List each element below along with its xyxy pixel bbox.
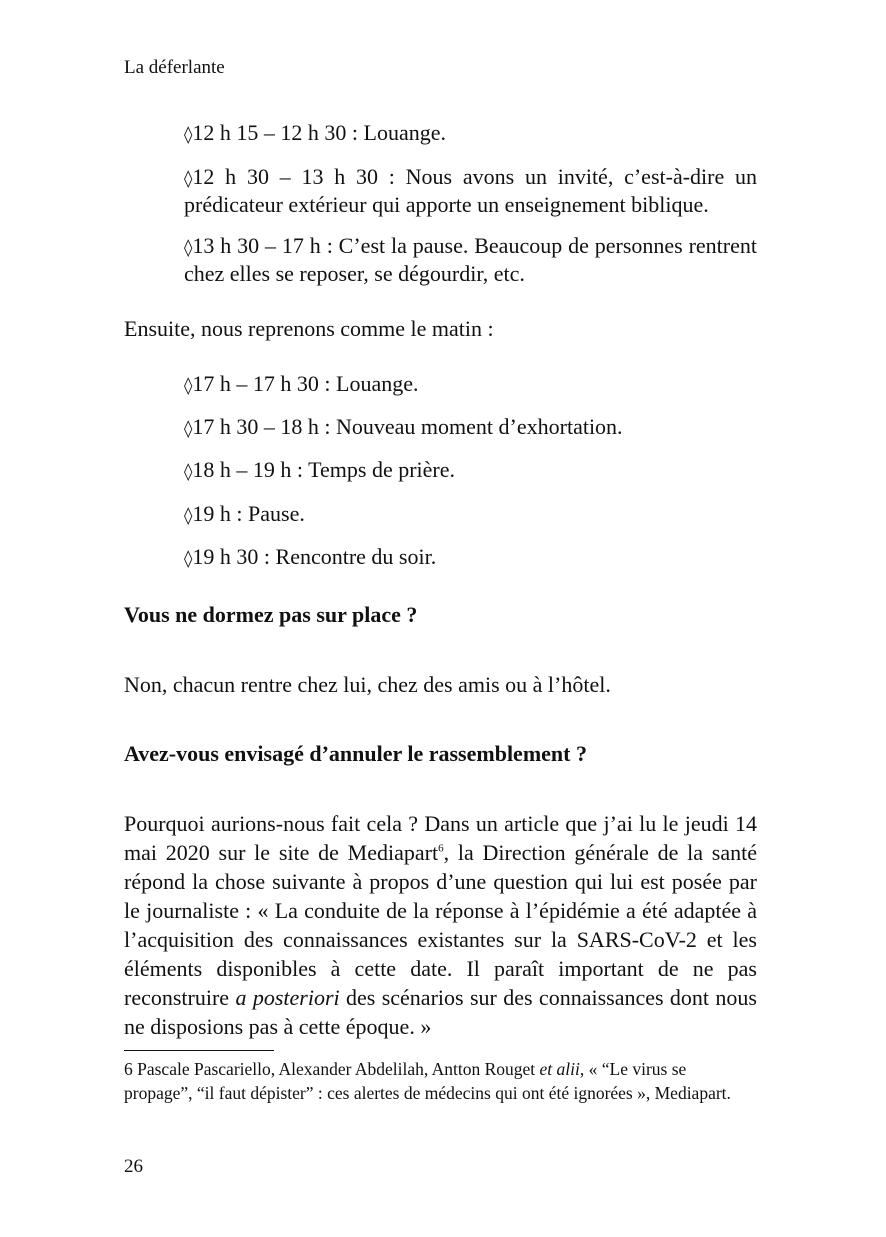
answer-text: , la Direction générale de la santé répond la chose suivante à propos d’une question qui lui est posée par le journaliste : « La conduite de la réponse à l’épidémie a été adaptée à l’acquisition des connaissances existantes sur la SARS-CoV-2 et les éléments disponibles à cette date. Il paraît important de ne pas reconstruire (124, 840, 757, 1010)
schedule-item-text: 12 h 15 – 12 h 30 : Louange. (192, 120, 446, 145)
diamond-bullet-icon: ◊ (184, 506, 193, 526)
schedule-item-text: 19 h 30 : Rencontre du soir. (192, 544, 437, 569)
diamond-bullet-icon: ◊ (184, 125, 193, 145)
footnote (124, 1057, 757, 1105)
schedule-item (184, 371, 757, 399)
footnote-number: 6 (124, 1059, 133, 1079)
diamond-bullet-icon: ◊ (184, 419, 193, 439)
footnote-text: , « “Le virus se propage”, “il faut dépister” : ces alertes de médecins qui ont été ignorées », Mediapart. (124, 1059, 731, 1103)
schedule-item (184, 414, 757, 442)
intro-paragraph: Ensuite, nous reprenons comme le matin : (124, 316, 494, 341)
diamond-bullet-icon: ◊ (184, 238, 193, 258)
diamond-bullet-icon: ◊ (184, 376, 193, 396)
schedule-item (184, 120, 757, 148)
schedule-item (184, 457, 757, 485)
schedule-item-text: 13 h 30 – 17 h : C’est la pause. Beaucoup de personnes rentrent chez elles se reposer, se dégourdir, etc. (184, 233, 757, 286)
schedule-item-text: 17 h – 17 h 30 : Louange. (192, 371, 419, 396)
footnote-reference[interactable]: 6 (438, 842, 444, 855)
answer-italic-text: a posteriori (235, 985, 340, 1010)
schedule-item (184, 501, 757, 529)
running-head: La déferlante (124, 57, 225, 78)
diamond-bullet-icon: ◊ (184, 462, 193, 482)
schedule-item-text: 17 h 30 – 18 h : Nouveau moment d’exhortation. (192, 414, 623, 439)
schedule-item (184, 233, 757, 286)
schedule-item (184, 164, 757, 217)
answer-text: Pourquoi aurions-nous fait cela ? Dans un article que j’ai lu le jeudi 14 mai 2020 sur le site de Mediapart (124, 811, 757, 865)
schedule-item-text: 18 h – 19 h : Temps de prière. (192, 457, 456, 482)
question-heading: Avez-vous envisagé d’annuler le rassemblement ? (124, 741, 587, 766)
diamond-bullet-icon: ◊ (184, 169, 193, 189)
schedule-item-text: 19 h : Pause. (192, 501, 305, 526)
answer-text: des scénarios sur des connaissances dont nous ne disposions pas à cette époque. » (124, 985, 757, 1039)
footnote-text: Pascale Pascariello, Alexander Abdelilah, Antton Rouget (132, 1059, 540, 1079)
answer-paragraph: Non, chacun rentre chez lui, chez des amis ou à l’hôtel. (124, 672, 611, 697)
answer-paragraph (124, 809, 757, 1041)
footnote-divider (124, 1050, 274, 1051)
schedule-item-text: 12 h 30 – 13 h 30 : Nous avons un invité, c’est-à-dire un prédicateur extérieur qui apporte un enseignement biblique. (184, 164, 757, 217)
question-heading: Vous ne dormez pas sur place ? (124, 602, 418, 627)
schedule-item (184, 544, 757, 572)
diamond-bullet-icon: ◊ (184, 549, 193, 569)
page-number: 26 (124, 1156, 143, 1177)
footnote-italic-text: et alii (539, 1059, 580, 1079)
